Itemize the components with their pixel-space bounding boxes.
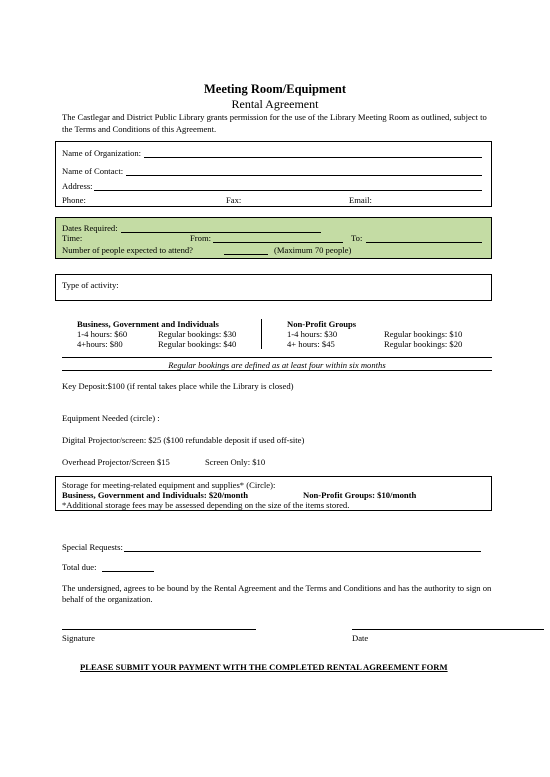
business-rate-1: 1-4 hours: $60 [77,329,128,339]
address-field[interactable] [94,190,482,191]
nonprofit-regular-2: Regular bookings: $20 [384,339,463,349]
date-label: Date [352,633,369,643]
contact-label: Name of Contact: [62,166,124,176]
activity-section [55,274,492,301]
agreement-text: The undersigned, agrees to be bound by the Rental Agreement and the Terms and Conditions and has the authority to sign on behalf of the organization. [62,583,492,604]
special-requests-label: Special Requests: [62,542,123,552]
to-field[interactable] [366,242,482,243]
business-regular-2: Regular bookings: $40 [158,339,237,349]
total-due-field[interactable] [102,571,154,572]
organization-field[interactable] [144,157,482,158]
date-line[interactable] [352,629,544,630]
digital-projector-option[interactable]: Digital Projector/screen: $25 ($100 refundable deposit if used off-site) [62,435,305,445]
address-label: Address: [62,181,93,191]
nonprofit-regular-1: Regular bookings: $10 [384,329,463,339]
regular-bookings-note: Regular bookings are defined as at least four within six months [168,360,386,370]
contact-field[interactable] [126,175,482,176]
people-label: Number of people expected to attend? [62,245,194,255]
business-rates-header: Business, Government and Individuals [77,319,219,329]
rates-divider [261,319,262,349]
nonprofit-rate-2: 4+ hours: $45 [287,339,335,349]
time-label: Time: [62,233,83,243]
dates-required-field[interactable] [121,232,321,233]
screen-only-option[interactable]: Screen Only: $10 [205,457,266,467]
special-requests-field[interactable] [124,551,481,552]
nonprofit-rate-1: 1-4 hours: $30 [287,329,338,339]
email-label: Email: [349,195,372,205]
intro-text: The Castlegar and District Public Library grants permission for the use of the Library Meeting Room as outlined, subject to the Terms and Conditions of this Agreement. [62,112,487,134]
fax-label: Fax: [226,195,242,205]
overhead-projector-option[interactable]: Overhead Projector/Screen $15 [62,457,170,467]
from-field[interactable] [213,242,343,243]
business-regular-1: Regular bookings: $30 [158,329,237,339]
activity-label: Type of activity: [62,280,119,290]
note-rule-bottom [62,370,492,371]
contact-section [55,141,492,207]
page-title: Meeting Room/Equipment [203,82,346,96]
key-deposit: Key Deposit:$100 (if rental takes place while the Library is closed) [62,381,294,391]
storage-section [55,476,492,511]
storage-label: Storage for meeting-related equipment and supplies* (Circle): [62,480,276,490]
phone-label: Phone: [62,195,86,205]
to-label: To: [351,233,363,243]
signature-label: Signature [62,633,95,643]
business-rate-2: 4+hours: $80 [77,339,123,349]
nonprofit-rates-header: Non-Profit Groups [287,319,357,329]
dates-section [55,217,492,259]
payment-footer: PLEASE SUBMIT YOUR PAYMENT WITH THE COMPLETED RENTAL AGREEMENT FORM [80,662,448,672]
signature-line[interactable] [62,629,256,630]
equipment-label: Equipment Needed (circle) : [62,413,160,423]
max-people-note: (Maximum 70 people) [274,245,352,255]
total-due-label: Total due: [62,562,97,572]
from-label: From: [190,233,212,243]
dates-required-label: Dates Required: [62,223,118,233]
organization-label: Name of Organization: [62,148,142,158]
note-rule-top [62,357,492,358]
storage-note: *Additional storage fees may be assessed depending on the size of the items stored. [62,500,350,510]
page-subtitle: Rental Agreement [231,97,319,111]
people-field[interactable] [224,254,268,255]
storage-nonprofit-option[interactable]: Non-Profit Groups: $10/month [303,490,417,500]
storage-business-option[interactable]: Business, Government and Individuals: $20/month [62,490,249,500]
